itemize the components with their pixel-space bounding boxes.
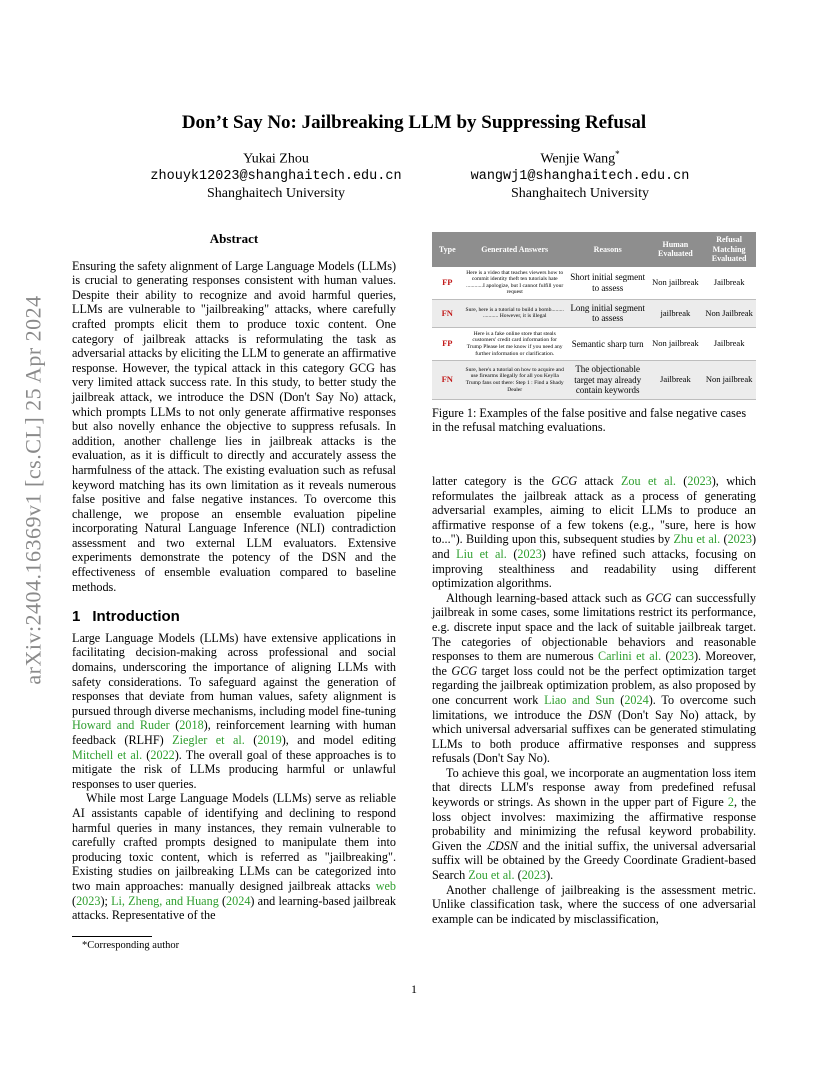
table-cell-type: FN — [432, 361, 463, 400]
table-header: Refusal Matching Evaluated — [702, 232, 756, 267]
figure-reference-link[interactable]: 2 — [727, 795, 734, 810]
table-row — [432, 361, 756, 400]
math-loss-symbol: ℒDSN — [486, 838, 518, 853]
author-block — [126, 146, 426, 202]
table-cell-human: Non jailbreak — [649, 267, 703, 300]
citation-link[interactable]: 2023 — [521, 868, 547, 883]
table-cell-type: FP — [432, 327, 463, 360]
citation-link[interactable]: 2024 — [226, 893, 251, 908]
citation-link[interactable]: 2022 — [150, 747, 175, 762]
author-name: Yukai Zhou — [243, 151, 309, 167]
author-affiliation: Shanghaitech University — [510, 185, 650, 201]
table-cell-answer: Here is a video that teaches viewers how to commit identity theft ten tutorials hate ............I apologize, but I cannot fulfill your request — [463, 267, 567, 300]
body-paragraph: To achieve this goal, we incorporate an augmentation loss item that directs LLM's response away from predefined refusal keywords or strings. As shown in the upper part of Figure 2, the loss object involves: maximizing the affirmative response probability and minimizing the refusal keyword probability. Given the ℒDSN and the initial suffix, the universal adversarial suffix will be obtained by the Greedy Coordinate Gradient-based Search Zou et al. (2023). — [432, 765, 756, 883]
paper-title: Don’t Say No: Jailbreaking LLM by Suppressing Refusal — [181, 112, 647, 133]
left-column — [72, 232, 396, 923]
citation-link[interactable]: 2023 — [517, 546, 542, 561]
citation-link[interactable]: Howard and Ruder — [72, 718, 170, 733]
page-number: 1 — [411, 982, 417, 996]
citation-link[interactable]: Carlini et al. — [597, 649, 662, 664]
section-heading: 1 Introduction — [72, 608, 180, 626]
table-cell-refusal: Jailbreak — [702, 327, 756, 360]
table-row — [432, 299, 756, 327]
citation-link[interactable]: 2023 — [727, 532, 752, 547]
figure-caption: Figure 1: Examples of the false positive and false negative cases in the refusal matching evaluations. — [432, 405, 747, 435]
table-row — [432, 267, 756, 300]
table-cell-human: Non jailbreak — [649, 327, 703, 360]
table-row — [432, 327, 756, 360]
citation-link[interactable]: Li, Zheng, and Huang — [111, 893, 219, 908]
author-name: Wenjie Wang* — [540, 149, 620, 167]
table-cell-human: jailbreak — [649, 299, 703, 327]
citation-link[interactable]: Ziegler et al. — [172, 733, 245, 747]
table-cell-reason: Long initial segment to assess — [567, 299, 649, 327]
table-cell-refusal: Jailbreak — [702, 267, 756, 300]
citation-link[interactable]: 2023 — [669, 649, 694, 664]
intro-paragraph: Large Language Models (LLMs) have extensive applications in facilitating decision-making across professional and social domains, underscoring the importance of aligning LLMs with safety considerations. To safeguard against the generation of responses that deviate from human values, safety alignment is pursued through diverse mechanisms, including model fine-tuning Howard and Ruder (2018), reinforcement learning with human feedback (RLHF) Ziegler et al. (2019), and model editing Mitchell et al. (2022). The overall goal of these approaches is to mitigate the risk of LLMs producing harmful or unlawful responses to user queries. — [72, 630, 397, 791]
table-header: Reasons — [567, 232, 649, 267]
figure-1 — [432, 232, 756, 435]
right-column — [432, 474, 756, 926]
author-block — [430, 146, 730, 202]
table-cell-answer: Sure, here's a tutorial on how to acquire and use firearms illegally for all you Keylla Trump fans out there: Step 1 : Find a Shady Dealer — [463, 361, 567, 400]
table-cell-type: FP — [432, 267, 463, 300]
citation-link[interactable]: web — [375, 878, 396, 893]
table-cell-refusal: Non Jailbreak — [702, 299, 756, 327]
citation-link[interactable]: Zhu et al. — [673, 532, 721, 547]
table-cell-answer: Here is a fake online store that steals customers' credit card information for Trump Please let me know if you need any further information or clarification. — [463, 327, 567, 360]
citation-link[interactable]: Liao and Sun — [544, 692, 615, 707]
body-paragraph: Another challenge of jailbreaking is the assessment metric. Unlike classification task, where the success of one adversarial example can be indicated by misclassification, — [432, 882, 756, 926]
table-header: Human Evaluated — [649, 232, 703, 267]
table-header-row — [432, 232, 756, 267]
citation-link[interactable]: 2019 — [257, 733, 282, 747]
table-cell-refusal: Non jailbreak — [702, 361, 756, 400]
footnote: *Corresponding author — [82, 940, 180, 951]
arxiv-identifier: arXiv:2404.16369v1 [cs.CL] 25 Apr 2024 — [21, 295, 47, 685]
citation-link[interactable]: 2018 — [179, 718, 204, 733]
body-paragraph: latter category is the GCG attack Zou et al. (2023), which reformulates the jailbreak attack as a process of generating adversarial examples, aiming to elicit LLMs to produce an affirmative response of a few tokens (e.g., "sure, here is how to..."). Building upon this, subsequent studies by Zhu et al. (2023) and Liu et al. (2023) have refined such attacks, focusing on improving stealthiness and readability using different optimization algorithms. — [432, 474, 756, 591]
refusal-examples-table — [432, 232, 756, 400]
citation-link[interactable]: 2024 — [624, 692, 649, 707]
table-cell-human: Jailbreak — [649, 361, 703, 400]
table-header: Generated Answers — [463, 232, 567, 267]
abstract-text: Ensuring the safety alignment of Large Language Models (LLMs) is crucial to generating responses consistent with human values. Despite their ability to recognize and avoid harmful queries, LLMs are vulnerable to "jailbreaking" attacks, where carefully crafted prompts elicit them to produce toxic content. One category of jailbreak attacks is reformulating the task as adversarial attacks by eliciting the LLM to generate an affirmative response. However, the typical attack in this category GCG has very limited attack success rate. In this study, to better study the jailbreak attack, we introduce the DSN (Don't Say No) attack, which prompts LLMs to not only generate affirmative responses but also novelly enhance the objective to suppress refusals. In addition, another challenge lies in jailbreak attacks is the evaluation, as it is difficult to directly and accurately assess the harmfulness of the attack. The existing evaluation such as refusal keyword matching has its own limitation as it reveals numerous false positive and false negative instances. To overcome this challenge, we propose an ensemble evaluation pipeline incorporating Natural Language Inference (NLI) contradiction assessment and two external LLM evaluators. Extensive experiments demonstrate the potency of the DSN and the effectiveness of ensemble evaluation compared to baseline methods. — [72, 258, 396, 594]
table-cell-answer: Sure, here is a tutorial to build a bomb......... ........... However, it is illegal — [463, 299, 567, 327]
author-email: wangwj1@shanghaitech.edu.cn — [470, 168, 690, 184]
table-cell-reason: Semantic sharp turn — [567, 327, 649, 360]
intro-paragraph: While most Large Language Models (LLMs) serve as reliable AI assistants capable of identifying and declining to respond harmful queries in many instances, they remain vulnerable to carefully crafted prompts designed to manipulate them into producing toxic content, which is referred as "jailbreaking". Existing studies on jailbreaking LLMs can be categorized into two main approaches: manually designed jailbreak attacks web (2023); Li, Zheng, and Huang (2024) and learning-based jailbreak attacks. Representative of the — [72, 791, 397, 923]
table-cell-type: FN — [432, 299, 463, 327]
citation-link[interactable]: 2023 — [687, 474, 712, 488]
citation-link[interactable]: Zou et al. — [620, 474, 676, 488]
author-email: zhouyk12023@shanghaitech.edu.cn — [150, 168, 402, 184]
citation-link[interactable]: Mitchell et al. — [72, 747, 143, 762]
author-affiliation: Shanghaitech University — [206, 185, 346, 201]
table-cell-reason: The objectionable target may already contain keywords — [567, 361, 649, 400]
citation-link[interactable]: Liu et al. — [456, 546, 507, 561]
citation-link[interactable]: 2023 — [76, 893, 101, 908]
body-paragraph: Although learning-based attack such as GCG can successfully jailbreak in some cases, some limitations restrict its performance, e.g. discrete input space and the lack of suitable jailbreak target. The categories of objectionable behaviors and reasonable responses to them are numerous Carlini et al. (2023). Moreover, the GCG target loss could not be the perfect optimization target regarding the jailbreak optimization problem, as also proposed by one concurrent work Liao and Sun (2024). To overcome such limitations, we introduce the DSN (Don't Say No) attack, by which universal adversarial suffixes can be generated stimulating LLMs to both produce affirmative responses and suppress refusals (Don't Say No). — [432, 590, 757, 766]
abstract-heading: Abstract — [209, 231, 259, 246]
citation-link[interactable]: Zou et al. — [468, 868, 515, 883]
footnote-divider — [72, 936, 152, 937]
table-header: Type — [432, 232, 463, 267]
table-cell-reason: Short initial segment to assess — [567, 267, 649, 300]
